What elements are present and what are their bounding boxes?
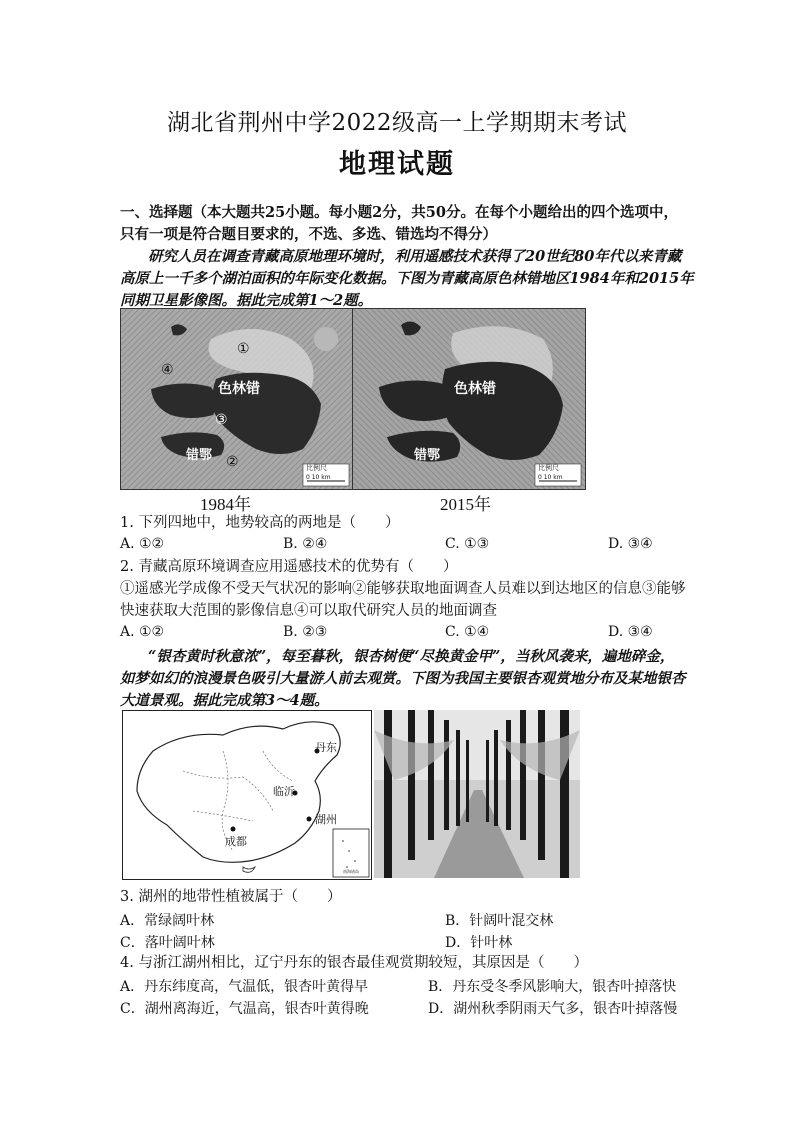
china-map — [122, 710, 372, 880]
q4-option-b: B．丹东受冬季风影响大，银杏叶掉落快 — [428, 979, 677, 995]
q2-statements-line1: ①遥感光学成像不受天气状况的影响②能够获取地面调查人员难以到达地区的信息③能够 — [120, 581, 686, 597]
passage1-line3: 同期卫星影像图。据此完成第1～2题。 — [120, 292, 373, 309]
q1-stem: 1. 下列四地中，地势较高的两地是（ ） — [120, 515, 400, 531]
q3-option-d: D．针叶林 — [445, 935, 513, 951]
map-label-dandong: 丹东 — [315, 741, 337, 754]
q4-stem: 4. 与浙江湖州相比，辽宁丹东的银杏最佳观赏期较短，其原因是（ ） — [120, 955, 588, 971]
q1-option-d: D. ③④ — [608, 536, 653, 552]
lake-label-cuoe-1984: 错鄂 — [186, 448, 213, 463]
section-heading-line2: 只有一项是符合题目要求的，不选、多选、错选均不得分） — [120, 226, 497, 243]
q2-option-b: B. ②③ — [283, 624, 328, 640]
q1-option-b: B. ②④ — [283, 536, 328, 552]
passage1-line2: 高原上一千多个湖泊面积的年际变化数据。下图为青藏高原色林错地区1984年和2015年 — [120, 270, 694, 287]
map-label-linyi: 临沂 — [273, 785, 295, 798]
mark-1: ① — [237, 341, 250, 357]
subject-title: 地理试题 — [339, 149, 455, 180]
q3-option-c: C．落叶阔叶林 — [120, 935, 215, 951]
q1-option-a: A. ①② — [120, 536, 165, 552]
q2-option-d: D. ③④ — [608, 624, 653, 640]
q2-option-c: C. ①④ — [445, 624, 490, 640]
passage2-line3: 大道景观。据此完成第3～4题。 — [120, 692, 329, 709]
scale-label-2015: 比例尺 — [538, 464, 559, 472]
q3-option-a: A．常绿阔叶林 — [120, 913, 215, 929]
q2-option-a: A. ①② — [120, 624, 165, 640]
satellite-image-2015 — [352, 308, 584, 488]
lake-label-cuoe-2015: 错鄂 — [414, 448, 441, 463]
ginkgo-avenue-photo — [374, 710, 580, 878]
passage2-line2: 如梦如幻的浪漫景色吸引大量游人前去观赏。下图为我国主要银杏观赏地分布及某地银杏 — [120, 670, 686, 687]
passage1-line1: 研究人员在调查青藏高原地理环境时，利用遥感技术获得了20世纪80年代以来青藏 — [148, 248, 682, 265]
q4-option-d: D．湖州秋季阴雨天气多，银杏叶掉落慢 — [428, 1001, 678, 1017]
mark-4: ④ — [161, 362, 174, 378]
map-label-huzhou: 湖州 — [315, 813, 337, 826]
caption-2015: 2015年 — [440, 495, 491, 514]
exam-title: 湖北省荆州中学2022级高一上学期期末考试 — [166, 110, 628, 136]
section-heading-line1: 一、选择题（本大题共25小题。每小题2分，共50分。在每个小题给出的四个选项中， — [120, 204, 678, 221]
caption-1984: 1984年 — [200, 495, 251, 514]
q3-option-b: B．针阔叶混交林 — [445, 913, 554, 929]
q4-option-a: A．丹东纬度高，气温低，银杏叶黄得早 — [120, 979, 369, 995]
q3-stem: 3. 湖州的地带性植被属于（ ） — [120, 889, 342, 905]
scale-ticks-1984: 0 10 km — [306, 474, 331, 481]
map-label-chengdu: 成都 — [225, 835, 247, 848]
mark-3: ③ — [215, 412, 228, 428]
map-inset-label: 南海诸岛 — [343, 869, 359, 874]
q4-option-c: C．湖州离海近，气温高，银杏叶黄得晚 — [120, 1001, 369, 1017]
q2-statements-line2: 快速获取大范围的影像信息④可以取代研究人员的地面调查 — [120, 603, 497, 619]
q2-stem: 2. 青藏高原环境调查应用遥感技术的优势有（ ） — [120, 559, 458, 575]
mark-2: ② — [226, 454, 239, 470]
scale-ticks-2015: 0 10 km — [538, 474, 563, 481]
scale-label-1984: 比例尺 — [306, 464, 327, 472]
passage2-line1: “银杏黄时秋意浓”，每至暮秋，银杏树便“尽换黄金甲”，当秋风袭来，遍地碎金， — [148, 648, 675, 665]
lake-label-selincuo-1984: 色林错 — [218, 381, 260, 397]
satellite-image-1984 — [120, 308, 352, 488]
lake-label-selincuo-2015: 色林错 — [454, 381, 496, 397]
q1-option-c: C. ①③ — [445, 536, 490, 552]
